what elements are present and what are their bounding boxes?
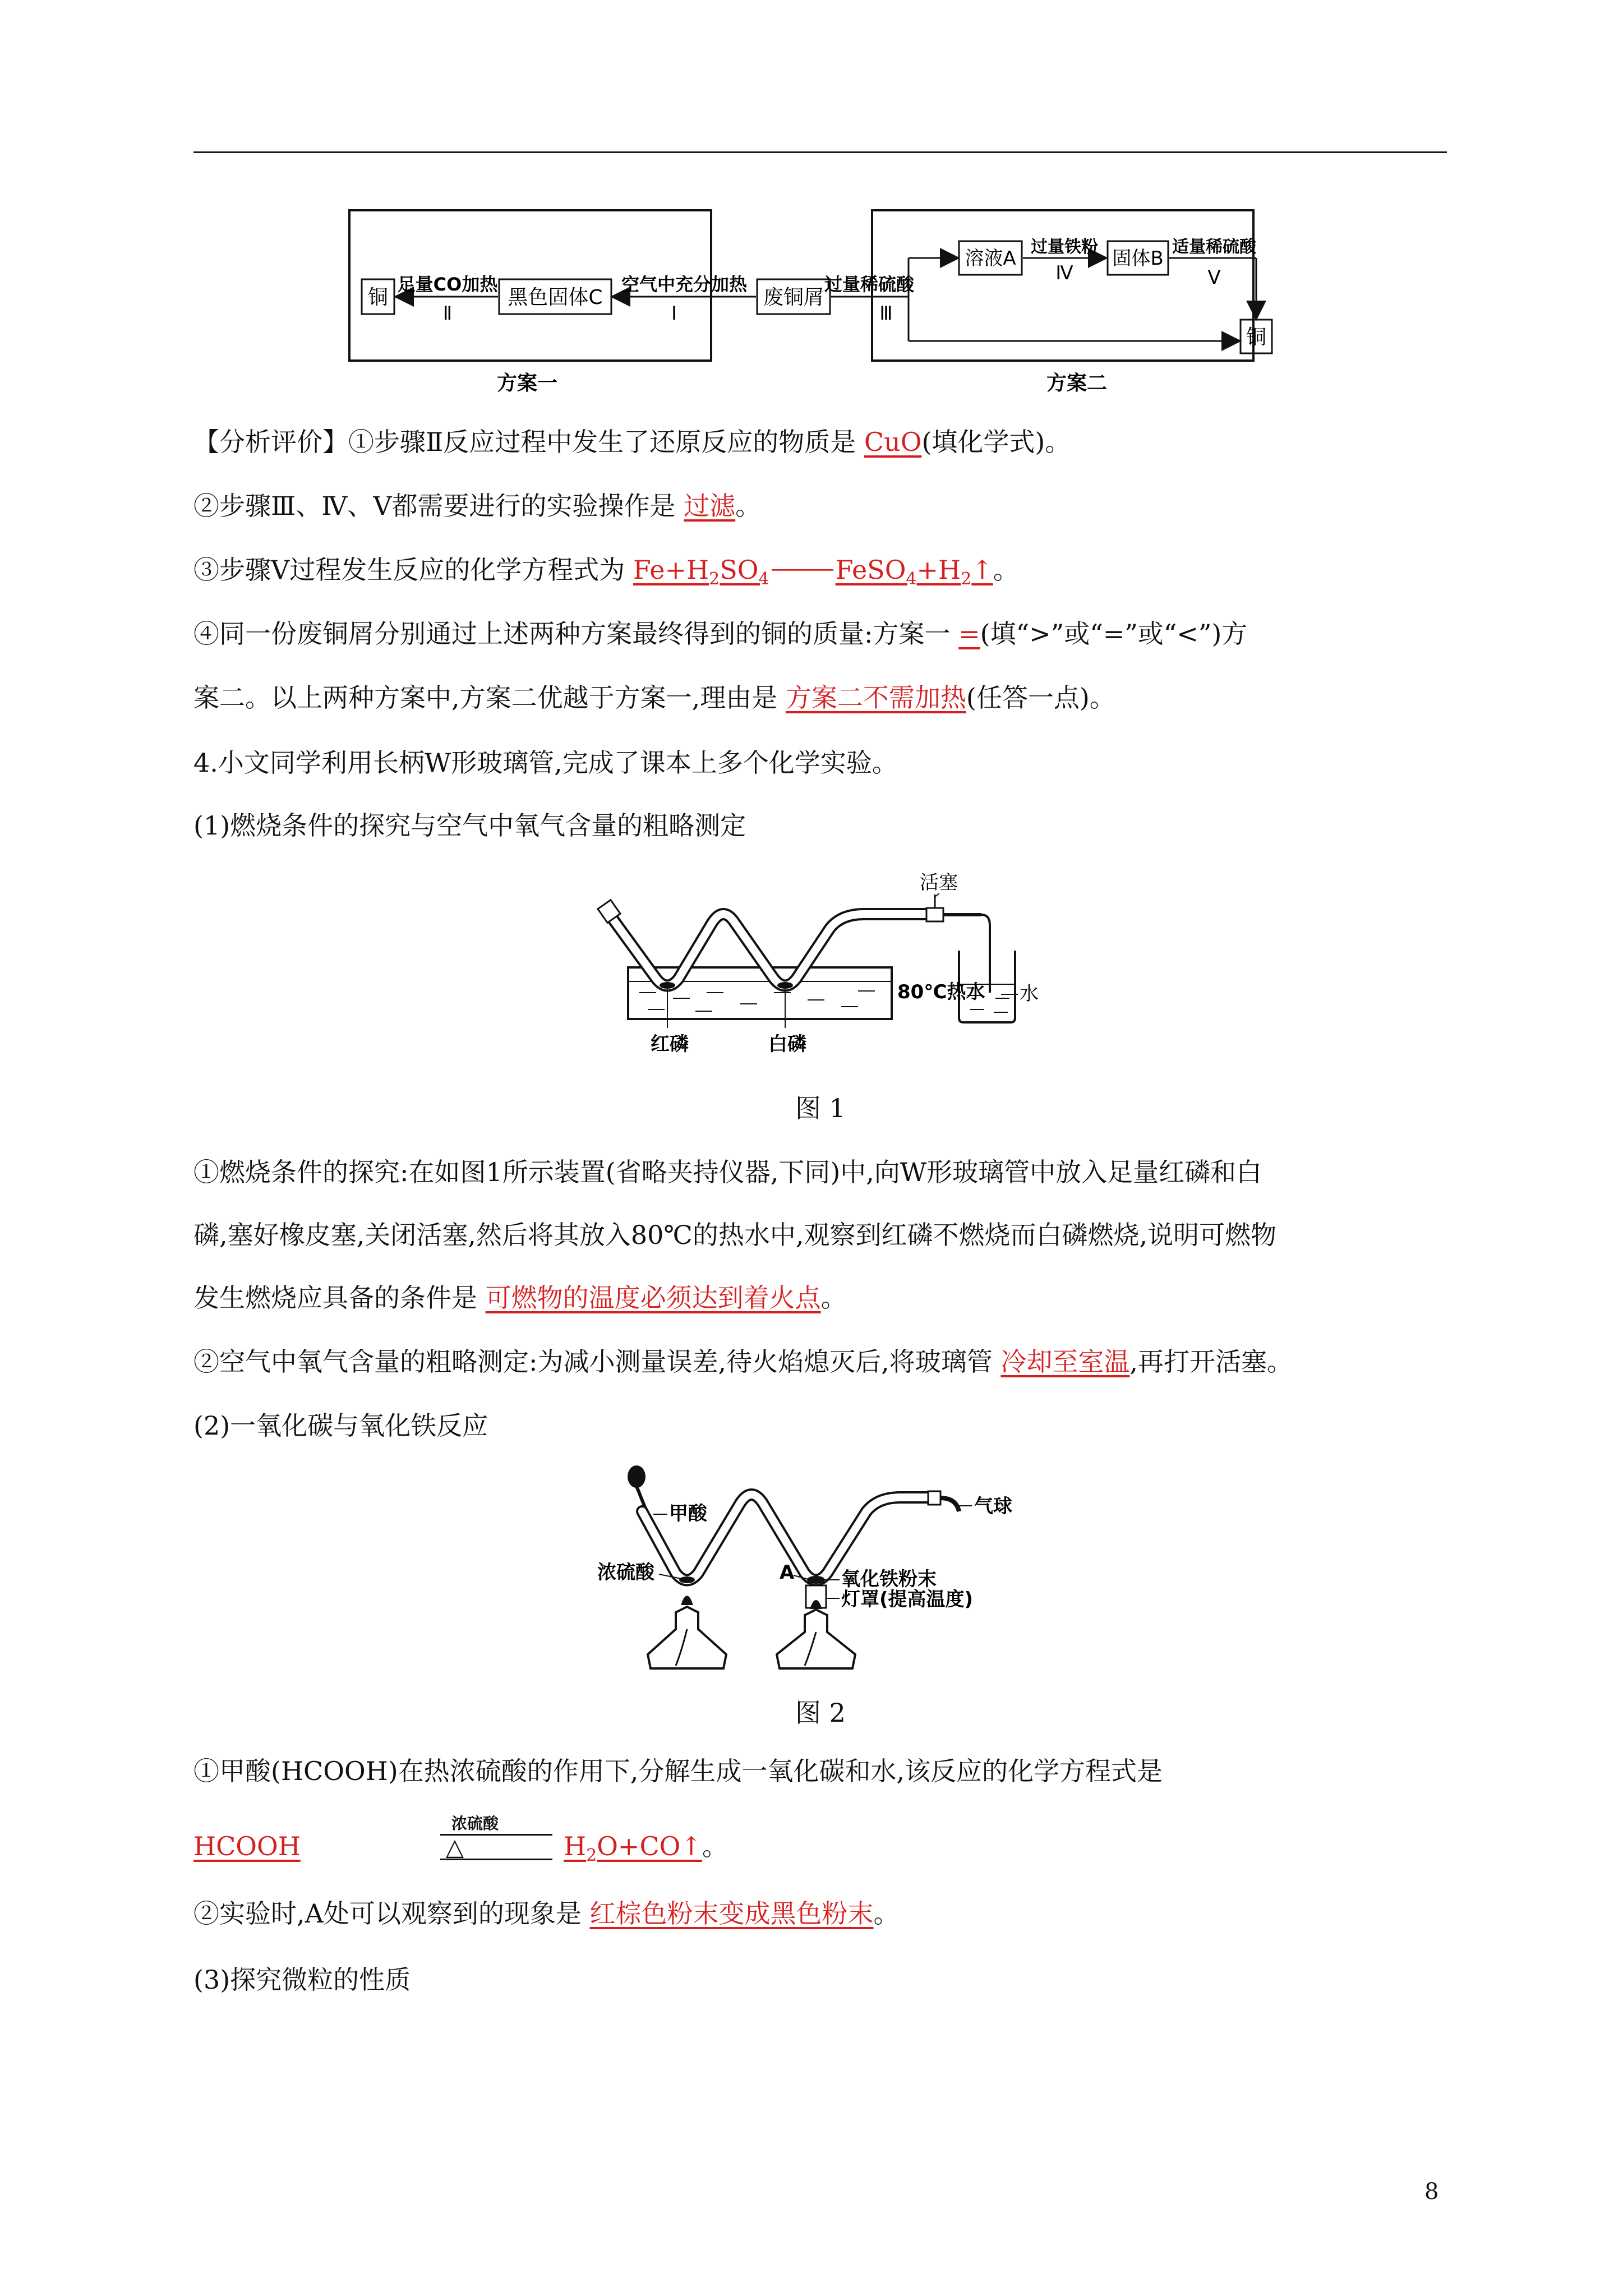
p1-line1: ①燃烧条件的探究:在如图1所示装置(省略夹持仪器,下同)中,向W形玻璃管中放入足量红磷和白 xyxy=(193,1157,1262,1187)
p1-line2: 磷,塞好橡皮塞,关闭活塞,然后将其放入80℃的热水中,观察到红磷不燃烧而白磷燃烧,说明可燃物 xyxy=(193,1220,1277,1250)
q4-intro: 4.小文同学利用长柄W形玻璃管,完成了课本上多个化学实验。 xyxy=(193,748,898,778)
scheme2-label: 方案二 xyxy=(1046,372,1108,395)
q4-line2-suffix: (任答一点)。 xyxy=(966,683,1115,713)
red-phosphorus-sample xyxy=(660,982,675,989)
red-phosphorus-label: 红磷 xyxy=(651,1033,689,1055)
q4-answer: = xyxy=(958,619,980,649)
p3-equation-right xyxy=(564,1829,728,1873)
analysis-q2 xyxy=(193,489,761,523)
lamp-cover-label: 灯罩(提高温度) xyxy=(841,1588,974,1611)
p2-line xyxy=(193,1345,1293,1378)
solid-b-label: 固体B xyxy=(1112,247,1164,270)
p3-eq-arrow: ↑ xyxy=(680,1831,702,1861)
q2-answer: 过滤 xyxy=(684,491,736,521)
p3-eq-sub2: 2 xyxy=(586,1846,597,1865)
q3-eq-arrow: ↑ xyxy=(971,555,993,585)
stopcock-label: 活塞 xyxy=(920,872,958,894)
q3-eq-sub2b: 2 xyxy=(961,569,972,589)
header-rule xyxy=(193,151,1447,153)
step2-label: 足量CO加热 xyxy=(397,274,498,295)
q3-suffix: 。 xyxy=(993,555,1019,585)
figure2-apparatus xyxy=(597,1461,1046,1674)
copper-label-1: 铜 xyxy=(367,286,389,309)
p4-suffix: 。 xyxy=(873,1898,900,1929)
step2-num: Ⅱ xyxy=(442,302,453,325)
q1-suffix: (填化学式)。 xyxy=(921,427,1071,457)
step1-label: 空气中充分加热 xyxy=(621,274,748,295)
p3-eq-rest: O+CO xyxy=(597,1831,681,1861)
water-label: 水 xyxy=(1020,983,1039,1005)
q4-line2-prefix: 案二。以上两种方案中,方案二优越于方案一,理由是 xyxy=(193,683,786,713)
q3-equation xyxy=(633,555,993,589)
part1-title: (1)燃烧条件的探究与空气中氧气含量的粗略测定 xyxy=(193,810,746,841)
p3-equation-text xyxy=(193,1829,609,1864)
p1-line3-suffix: 。 xyxy=(820,1283,847,1313)
step5-num: Ⅴ xyxy=(1207,266,1221,289)
q3-eq-so: SO xyxy=(720,555,759,585)
alcohol-lamp-left xyxy=(648,1597,726,1669)
analysis-q4 xyxy=(193,617,1247,651)
figure1-caption: 图 1 xyxy=(795,1093,846,1123)
iron-oxide-label: 氧化铁粉末 xyxy=(841,1568,937,1590)
hot-water-label: 80℃热水 xyxy=(897,981,985,1003)
stopcock xyxy=(926,908,943,921)
step1-num: Ⅰ xyxy=(671,302,677,325)
scheme1-label: 方案一 xyxy=(496,372,558,395)
p2-answer: 冷却至室温 xyxy=(1000,1347,1130,1377)
p3-eq-products xyxy=(564,1831,702,1865)
part3-title: (3)探究微粒的性质 xyxy=(193,1965,411,1995)
scheme2-frame xyxy=(872,210,1253,361)
p3-heat-symbol: △ xyxy=(445,1833,464,1861)
balloon-tube xyxy=(940,1498,959,1511)
copper-label-2: 铜 xyxy=(1246,326,1267,349)
q3-eq-sub2: 2 xyxy=(709,569,720,589)
q2-suffix: 。 xyxy=(735,491,762,521)
balloon-label: 气球 xyxy=(974,1495,1012,1518)
q4-prefix: ④同一份废铜屑分别通过上述两种方案最终得到的铜的质量:方案一 xyxy=(193,619,959,649)
page-number: 8 xyxy=(1424,2179,1439,2205)
point-a-label: A xyxy=(780,1561,795,1584)
alcohol-lamp-right xyxy=(777,1601,855,1668)
p3-suffix: 。 xyxy=(702,1831,728,1861)
p3-line1: ①甲酸(HCOOH)在热浓硫酸的作用下,分解生成一氧化碳和水,该反应的化学方程式是 xyxy=(193,1756,1163,1786)
q1-answer: CuO xyxy=(864,427,922,457)
white-phosphorus-sample xyxy=(777,982,793,989)
p2-suffix: ,再打开活塞。 xyxy=(1129,1347,1293,1377)
p4-line xyxy=(193,1897,899,1930)
step3-label: 过量稀硫酸 xyxy=(824,274,915,295)
p3-equation xyxy=(193,1811,728,1879)
q3-equals-sign xyxy=(772,569,833,571)
figure1-apparatus xyxy=(594,872,1043,1057)
waste-copper-label: 废铜屑 xyxy=(763,286,824,309)
conc-acid-sample xyxy=(679,1576,695,1583)
analysis-q4-line2 xyxy=(193,681,1115,714)
black-solid-c-label: 黑色固体C xyxy=(508,286,603,309)
q1-prefix: 【分析评价】①步骤Ⅱ反应过程中发生了还原反应的物质是 xyxy=(193,427,864,457)
p1-line3 xyxy=(193,1281,847,1315)
dropper-bulb xyxy=(628,1465,645,1488)
white-phosphorus-label: 白磷 xyxy=(768,1033,806,1055)
analysis-q3 xyxy=(193,553,1019,596)
p3-condition: 浓硫酸 xyxy=(451,1814,499,1833)
figure2-caption: 图 2 xyxy=(795,1698,846,1728)
process-flowchart xyxy=(348,208,1301,398)
step4-num: Ⅳ xyxy=(1055,262,1073,284)
p2-prefix: ②空气中氧气含量的粗略测定:为减小测量误差,待火焰熄灭后,将玻璃管 xyxy=(193,1347,1001,1377)
conc-sulfuric-label: 浓硫酸 xyxy=(597,1561,654,1584)
p4-prefix: ②实验时,A处可以观察到的现象是 xyxy=(193,1898,590,1929)
q4-line2-answer: 方案二不需加热 xyxy=(785,683,966,713)
q3-eq-fe: Fe+H xyxy=(633,555,709,585)
q3-eq-sub4b: 4 xyxy=(906,569,917,589)
p1-line3-prefix: 发生燃烧应具备的条件是 xyxy=(193,1283,486,1313)
formic-acid-label: 甲酸 xyxy=(669,1502,707,1525)
p3-eq-left: HCOOH xyxy=(193,1831,301,1861)
q3-prefix: ③步骤Ⅴ过程发生反应的化学方程式为 xyxy=(193,555,633,585)
q2-prefix: ②步骤Ⅲ、Ⅳ、Ⅴ都需要进行的实验操作是 xyxy=(193,491,684,521)
step4-label: 过量铁粉 xyxy=(1031,237,1098,257)
part2-title: (2)一氧化碳与氧化铁反应 xyxy=(193,1410,488,1441)
p3-eq-h: H xyxy=(564,1831,587,1861)
analysis-q1 xyxy=(193,425,1071,459)
q3-eq-h: +H xyxy=(916,555,961,585)
q3-eq-sub4: 4 xyxy=(758,569,769,589)
step5-label: 适量稀硫酸 xyxy=(1172,237,1256,257)
p4-answer: 红棕色粉末变成黑色粉末 xyxy=(589,1898,874,1929)
solution-a-label: 溶液A xyxy=(965,247,1016,270)
q4-suffix: (填“>”或“=”或“<”)方 xyxy=(980,619,1248,649)
q3-eq-feso: FeSO xyxy=(835,555,906,585)
step3-num: Ⅲ xyxy=(879,302,893,325)
p1-line3-answer: 可燃物的温度必须达到着火点 xyxy=(485,1283,821,1313)
